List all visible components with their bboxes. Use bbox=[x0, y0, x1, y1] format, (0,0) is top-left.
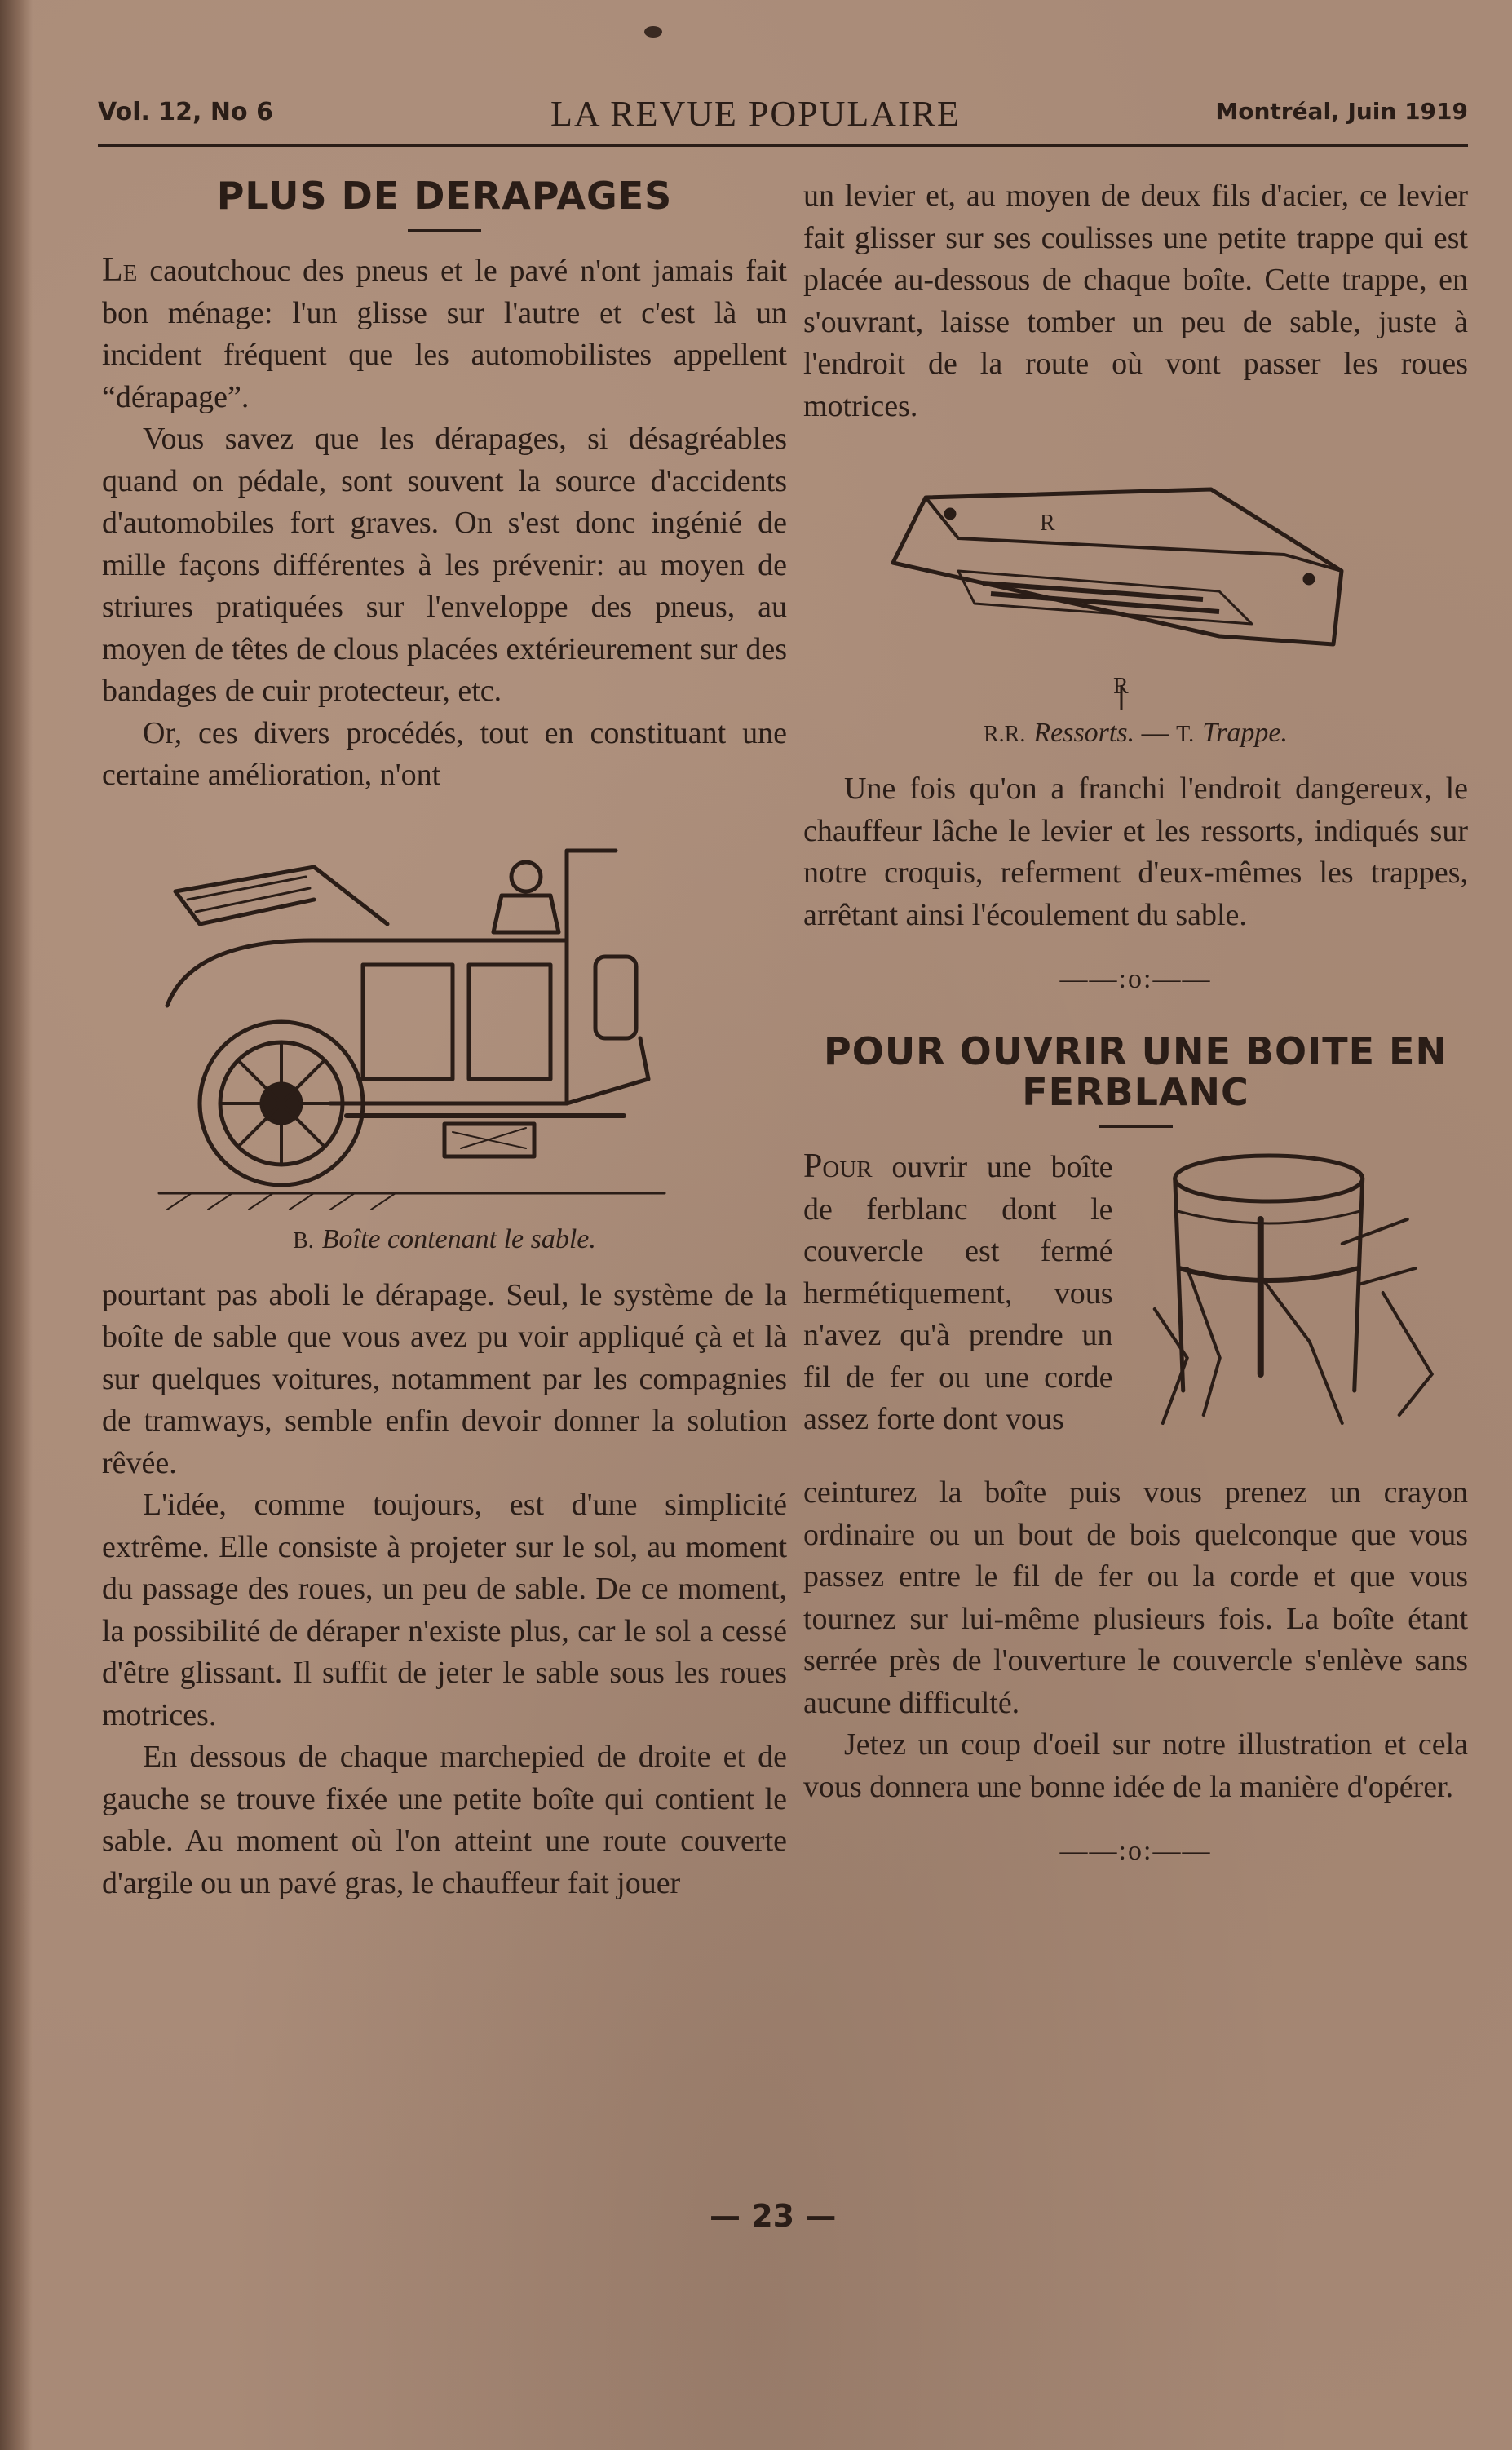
paragraph: Or, ces divers procédés, tout en constituant une certaine amélioration, n'ont bbox=[102, 715, 787, 792]
paragraph-text: ouvrir une boîte de ferblanc dont le couvercle est fermé hermétiquement, vous n'avez qu'à prendre un fil de fer ou une corde assez forte dont vous bbox=[803, 1150, 1113, 1436]
article-title-derapages: PLUS DE DERAPAGES bbox=[216, 174, 673, 218]
title-rule bbox=[1099, 1125, 1173, 1128]
paragraph: L'idée, comme toujours, est d'une simplicité extrême. Elle consiste à projeter sur le sol, au moment du passage des roues, un peu de sable. De ce moment, la possibilité de déraper n'existe plus, car le sol a cessé d'être glissant. Il suffit de jeter le sable sous les roues motrices. bbox=[102, 1488, 787, 1732]
paragraph: Vous savez que les dérapages, si désagréables quand on pédale, sont souvent la source d'accidents d'automobiles fort graves. On s'est donc ingénié de mille façons différentes à les prévenir: au moyen de striures pratiquées sur l'enveloppe des pneus, au moyen de têtes de clous placées extérieurement sur des bandages de cuir protecteur, etc. bbox=[102, 422, 787, 708]
section-separator: ——:o:—— bbox=[1059, 964, 1212, 994]
article-title-ferblanc bbox=[803, 1031, 1468, 1112]
spring-marker: R bbox=[1113, 674, 1129, 699]
paragraph bbox=[803, 1146, 1113, 1472]
title-line: POUR OUVRIR UNE BOITE EN bbox=[824, 1029, 1448, 1073]
figure-caption-text: Boîte contenant le sable. bbox=[321, 1223, 596, 1254]
figure-label: B. bbox=[293, 1227, 314, 1254]
paragraph: pourtant pas aboli le dérapage. Seul, le système de la boîte de sable que vous avez pu voir appliqué çà et là sur quelques voitures, notamment par les compagnies de tramways, semble enfin devoir donner la solution rêvée. bbox=[102, 1277, 787, 1480]
car-illustration bbox=[143, 834, 681, 1218]
running-header bbox=[98, 90, 1468, 139]
figure-label: R.R. bbox=[984, 722, 1026, 747]
paragraph: ceinturez la boîte puis vous prenez un crayon ordinaire ou un bout de bois quelconque que vous passez entre le fil de fer ou la corde et que vous tournez sur lui-même plusieurs fois. La boîte étant serrée près de l'ouverture le couvercle s'enlève sans aucune difficulté. bbox=[803, 1475, 1468, 1720]
page-edge bbox=[0, 0, 33, 2450]
lead-word: Pour bbox=[803, 1148, 873, 1185]
page-number: — 23 — bbox=[710, 2198, 837, 2234]
tin-can-illustration bbox=[1134, 1146, 1468, 1472]
lead-word: Le bbox=[102, 251, 138, 289]
binding-mark bbox=[644, 26, 662, 38]
volume-number: Vol. 12, No 6 bbox=[98, 98, 273, 126]
paragraph bbox=[102, 250, 787, 418]
paragraph-text: caoutchouc des pneus et le pavé n'ont jamais fait bon ménage: l'un glisse sur l'autre et c'est là un incident fréquent que les automobilistes appellent “dérapage”. bbox=[102, 254, 787, 414]
magazine-title: LA REVUE POPULAIRE bbox=[550, 94, 961, 134]
paragraph: Une fois qu'on a franchi l'endroit dangereux, le chauffeur lâche le levier et les ressorts, indiqués sur notre croquis, referment d'eux-mêmes les trappes, arrêtant ainsi l'écoulement du sable. bbox=[803, 772, 1468, 932]
figure-caption-sandbox bbox=[102, 1224, 787, 1255]
title-rule bbox=[408, 229, 481, 232]
paragraph: En dessous de chaque marchepied de droite et de gauche se trouve fixée une petite boîte qui contient le sable. Au moment où l'on atteint une route couverte d'argile ou un pavé gras, le chauffeur fait jouer bbox=[102, 1740, 787, 1900]
figure-caption-trap bbox=[803, 718, 1468, 749]
title-line: FERBLANC bbox=[1022, 1070, 1249, 1114]
paragraph: un levier et, au moyen de deux fils d'acier, ce levier fait glisser sur ses coulisses une petite trappe qui est placée au-dessous de chaque boîte. Cette trappe, en s'ouvrant, laisse tomber un peu de sable, juste à l'endroit de la route où vont passer les roues motrices. bbox=[803, 179, 1468, 423]
figure-caption-text: Ressorts. bbox=[1033, 718, 1135, 748]
left-column bbox=[102, 175, 787, 1904]
issue-date: Montréal, Juin 1919 bbox=[1215, 98, 1468, 125]
right-column bbox=[803, 175, 1468, 1903]
spring-marker: R bbox=[1040, 511, 1055, 536]
figure-label: T. bbox=[1176, 722, 1195, 747]
figure-caption-text: Trappe. bbox=[1202, 718, 1288, 748]
paragraph: Jetez un coup d'oeil sur notre illustration et cela vous donnera une bonne idée de la manière d'opérer. bbox=[803, 1727, 1468, 1804]
header-rule bbox=[98, 144, 1468, 147]
section-separator: ——:o:—— bbox=[1059, 1836, 1212, 1866]
sandbox-trap-illustration bbox=[877, 449, 1366, 710]
caption-dash: — bbox=[1134, 718, 1177, 748]
tin-can-section bbox=[803, 1146, 1468, 1472]
